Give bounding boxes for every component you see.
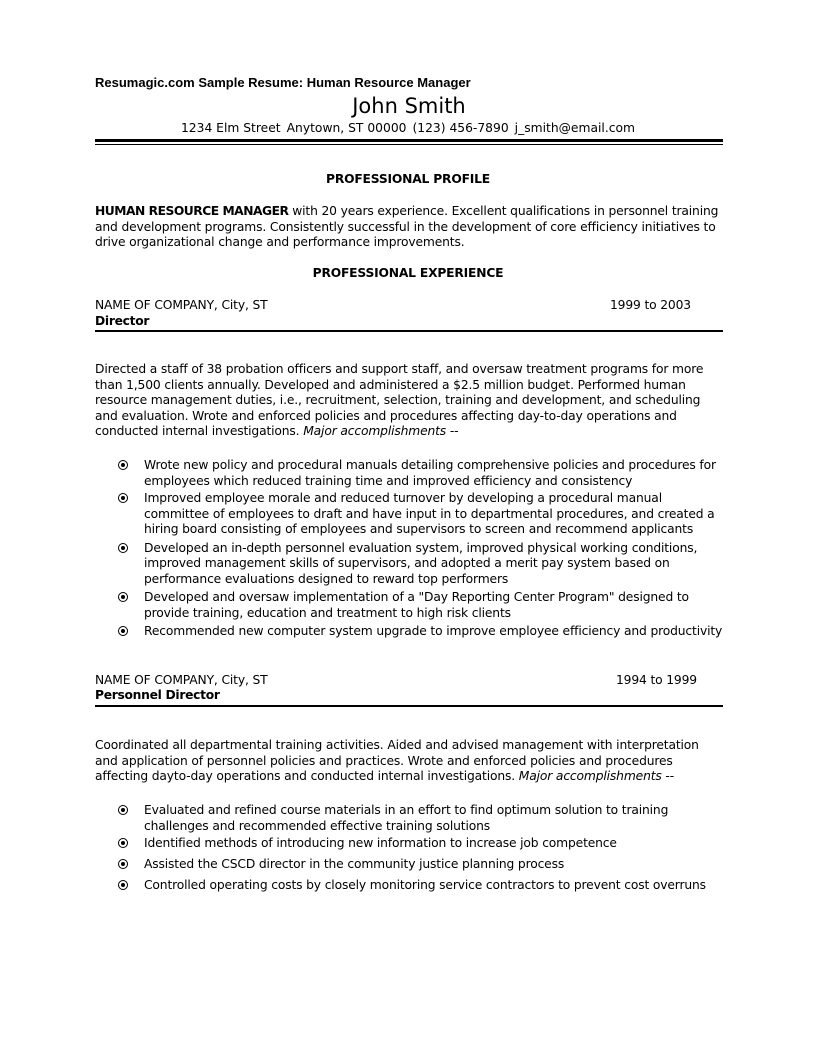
bullet-icon	[118, 880, 128, 890]
contact-phone: (123) 456-7890	[412, 121, 509, 135]
job-dates: 1999 to 2003	[610, 298, 691, 312]
accomplishments-label: Major accomplishments	[303, 424, 447, 438]
job-summary	[95, 738, 723, 785]
experience-section-title: PROFESSIONAL EXPERIENCE	[312, 266, 504, 280]
job-summary-text: Coordinated all departmental training activities. Aided and advised management with interpretation and application of personnel policies and practices. Wrote and enforced policies and procedures affecting dayto-day operations and conducted internal investigations.	[95, 738, 699, 783]
profile-summary	[95, 204, 723, 251]
list-item	[118, 857, 723, 873]
bullet-icon	[118, 493, 128, 503]
list-item-text: Wrote new policy and procedural manuals detailing comprehensive policies and procedures for employees which reduced training time and improved efficiency and consistency	[144, 458, 716, 488]
job-company: NAME OF COMPANY, City, ST	[95, 298, 268, 312]
bullet-icon	[118, 626, 128, 636]
profile-section-title: PROFESSIONAL PROFILE	[326, 172, 490, 186]
contact-email: j_smith@email.com	[514, 121, 636, 135]
bullet-icon	[118, 543, 128, 553]
list-item-text: Developed an in-depth personnel evaluation system, improved physical working conditions, improved management skills of supervisors, and adopted a merit pay system based on performance evaluations designed to reward top performers	[144, 540, 698, 586]
list-item	[118, 491, 723, 538]
list-item	[118, 803, 723, 834]
list-item-text: Identified methods of introducing new information to increase job competence	[144, 836, 617, 850]
job-role: Director	[95, 314, 150, 328]
list-item-text: Recommended new computer system upgrade to improve employee efficiency and productivity	[144, 624, 723, 638]
candidate-name-text: John Smith	[352, 94, 466, 118]
header-divider	[95, 139, 723, 145]
list-item-text: Assisted the CSCD director in the community justice planning process	[144, 856, 565, 871]
job-summary	[95, 362, 723, 440]
bullet-icon	[118, 838, 128, 848]
contact-street: 1234 Elm Street	[180, 121, 281, 135]
accomplishment-list	[118, 458, 723, 640]
job-divider	[95, 330, 723, 332]
list-item	[118, 836, 723, 852]
accomplishment-list	[118, 803, 723, 894]
profile-lead: HUMAN RESOURCE MANAGER	[95, 204, 289, 218]
list-item-text: Developed and oversaw implementation of a "Day Reporting Center Program" designed to provide training, education and treatment to high risk clients	[144, 590, 689, 620]
list-item-text: Improved employee morale and reduced turnover by developing a procedural manual committee of employees to draft and have input in to departmental procedures, and created a hiring board consisting of employees and supervisors to screen and recommend applicants	[144, 491, 715, 536]
accomplishments-suffix: --	[661, 769, 674, 783]
list-item-text: Evaluated and refined course materials in an effort to find optimum solution to training challenges and recommended effective training solutions	[144, 803, 669, 833]
bullet-icon	[118, 592, 128, 602]
accomplishments-label: Major accomplishments	[518, 769, 662, 783]
candidate-name	[0, 94, 816, 118]
contact-line	[0, 121, 816, 135]
document-title: Resumagic.com Sample Resume: Human Resource Manager	[95, 75, 471, 90]
job-role: Personnel Director	[95, 688, 220, 702]
job-dates: 1994 to 1999	[616, 673, 697, 687]
job-summary-text: Directed a staff of 38 probation officers and support staff, and oversaw treatment programs for more than 1,500 clients annually. Developed and administered a $2.5 million budget. Performed human resource management duties, i.e., recruitment, selection, training and development, and scheduling and evaluation. Wrote and enforced policies and procedures affecting day-to-day operations and conducted internal investigations.	[95, 362, 704, 438]
job-company: NAME OF COMPANY, City, ST	[95, 673, 268, 687]
bullet-icon	[118, 460, 128, 470]
list-item	[118, 624, 723, 640]
contact-city: Anytown, ST 00000	[286, 121, 407, 135]
list-item	[118, 590, 723, 621]
bullet-icon	[118, 805, 128, 815]
list-item	[118, 458, 723, 489]
bullet-icon	[118, 859, 128, 869]
list-item-text: Controlled operating costs by closely monitoring service contractors to prevent cost overruns	[144, 878, 706, 892]
job-divider	[95, 705, 723, 707]
list-item	[118, 878, 723, 894]
list-item	[118, 541, 723, 588]
profile-text: with 20 years experience. Excellent qualifications in personnel training and development programs. Consistently successful in the development of core efficiency initiatives to drive organizational change and performance improvements.	[95, 204, 719, 249]
accomplishments-suffix: --	[446, 424, 459, 438]
